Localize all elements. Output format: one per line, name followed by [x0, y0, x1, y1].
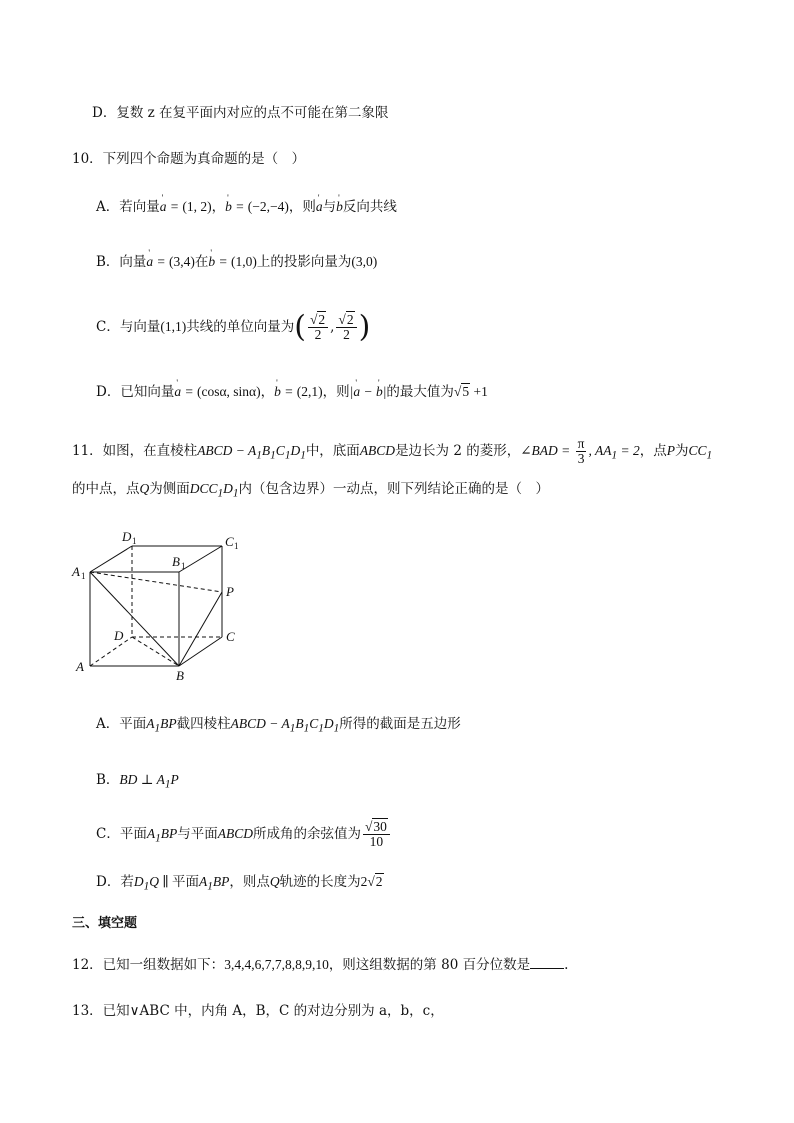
q10-stem: 10．下列四个命题为真命题的是（ ） — [72, 151, 306, 167]
q11-stem-line1: 11．如图，在直棱柱ABCD − $A_1B_1C_1D_1$中，底面ABCD是边长为 2 的菱形，∠BAD = $\frac{\pi}{3}$ , $AA_1 = 2$，点P为$CC_1$ — [72, 436, 713, 466]
svg-text:1: 1 — [81, 571, 86, 581]
label-a: A — [76, 659, 84, 674]
label-b1: B — [172, 554, 180, 569]
q10-option-d: D．已知向量' a = (cosα, sinα)，' b = (2,1)，则|' a − ' b|的最大值为√5 +1 — [96, 383, 488, 401]
svg-text:1: 1 — [132, 536, 137, 546]
label-c1: C — [225, 534, 234, 549]
label-b: B — [176, 668, 184, 683]
prism-figure — [70, 526, 240, 686]
q10-option-b: B．向量' a = (3,4)在' b = (1,0)上的投影向量为(3,0) — [96, 253, 377, 271]
q9-option-d: D．复数 z 在复平面内对应的点不可能在第二象限 — [92, 105, 389, 121]
section-title: 三、填空题 — [72, 916, 138, 931]
q11-option-b: B．BD ⊥ $A_1P$ — [96, 772, 179, 791]
label-c: C — [226, 629, 235, 644]
label-d: D — [114, 628, 124, 643]
q11-option-c: C．平面$A_1BP$与平面ABCD所成角的余弦值为 $\frac{√30}{10}$ — [96, 817, 392, 856]
svg-text:1: 1 — [234, 541, 239, 551]
q13: 13．已知∨ABC 中，内角 A，B，C 的对边分别为 a，b，c， — [72, 1003, 444, 1019]
q11-option-d: D．若$D_1Q$ ∥ 平面$A_1BP$，则点Q轨迹的长度为2√2 — [96, 874, 383, 893]
label-p: P — [226, 584, 234, 599]
svg-text:1: 1 — [181, 561, 186, 571]
label-d1: D — [122, 529, 132, 544]
q11-option-a: A．平面$A_1BP$截四棱柱ABCD − $A_1B_1C_1D_1$所得的截面是五边形 — [96, 716, 461, 735]
q12: 12．已知一组数据如下：3,4,4,6,7,7,8,8,9,10，则这组数据的第 80 百分位数是 . — [72, 957, 569, 973]
q10-option-c: C．与向量(1,1)共线的单位向量为( $\frac{√2}{2}$ , $\frac{√2}{2}$ ) — [96, 309, 371, 345]
q10-option-a: A．若向量' a = (1, 2)，' b = (−2,−4)，则' a与' b反向共线 — [96, 198, 397, 216]
label-a1: A — [72, 564, 80, 579]
answer-blank — [530, 968, 564, 969]
q11-stem-line2: 的中点，点Q为侧面$DCC_1D_1$内（包含边界）一动点，则下列结论正确的是（ ） — [72, 481, 550, 500]
